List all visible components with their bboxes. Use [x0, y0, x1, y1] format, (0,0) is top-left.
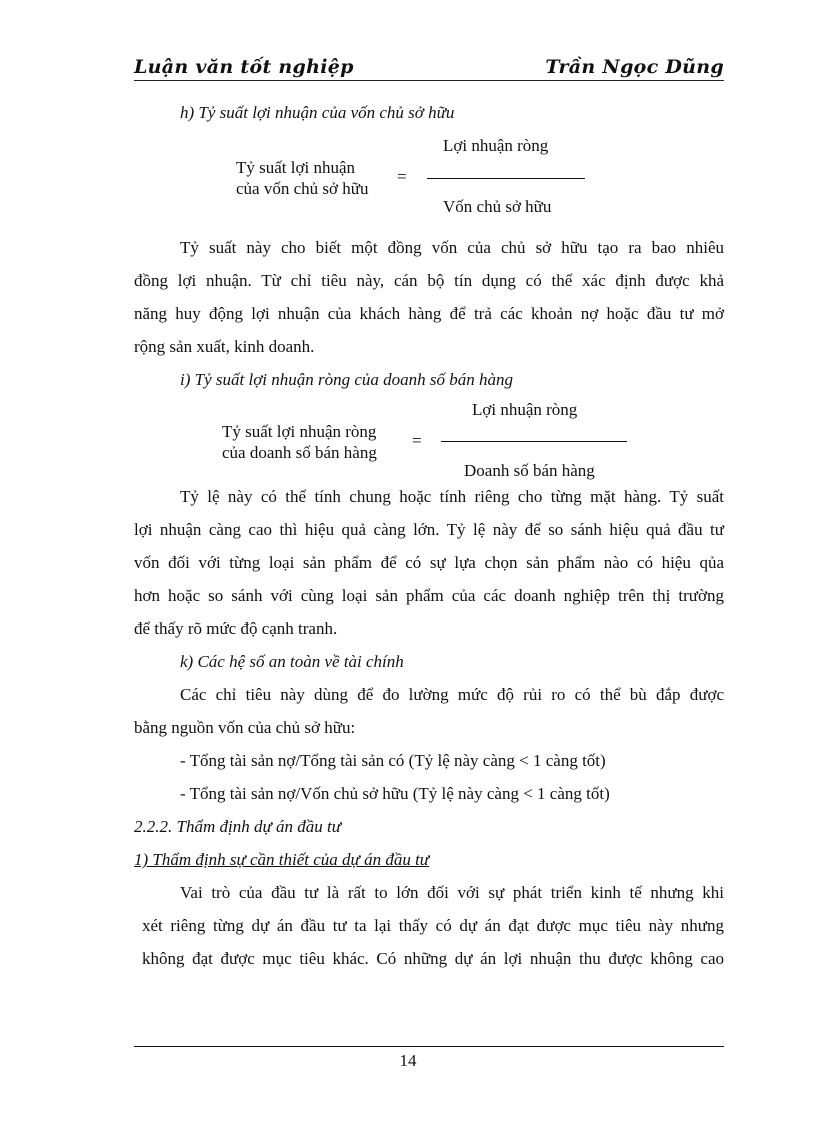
formula-i-equals: =	[412, 431, 422, 450]
subheading-project-necessity: 1) Thẩm định sự cần thiết của dự án đầu tư	[134, 850, 430, 869]
paragraph-222-line: Vai trò của đầu tư là rất to lớn đối với sự phát triển kinh tế nhưng khi	[180, 883, 724, 902]
header-author-name: Trần Ngọc Dũng	[545, 56, 724, 78]
formula-h-fraction-bar	[427, 178, 585, 179]
paragraph-i-line: để thấy rõ mức độ cạnh tranh.	[134, 619, 338, 638]
paragraph-h-line: rộng sản xuất, kinh doanh.	[134, 337, 315, 356]
paragraph-222-line: không đạt được mục tiêu khác. Có những dự án lợi nhuận thu được không cao	[142, 949, 724, 968]
formula-h-lhs-line1: Tỷ suất lợi nhuận	[236, 158, 355, 177]
paragraph-h-line: năng huy động lợi nhuận của khách hàng để trả các khoản nợ hoặc đầu tư mở	[134, 304, 724, 323]
paragraph-h-line: Tỷ suất này cho biết một đồng vốn của chủ sở hữu tạo ra bao nhiêu	[180, 238, 724, 257]
formula-h-denominator: Vốn chủ sở hữu	[443, 197, 552, 216]
heading-2-2-2: 2.2.2. Thẩm định dự án đầu tư	[134, 817, 341, 836]
footer-rule	[134, 1046, 724, 1047]
page-number: 14	[399, 1051, 417, 1070]
paragraph-k-line: Các chỉ tiêu này dùng để đo lường mức độ rủi ro có thể bù đắp được	[180, 685, 724, 704]
paragraph-i-line: vốn đối với từng loại sản phẩm để có sự lựa chọn sản phẩm nào có hiệu qủa	[134, 553, 724, 572]
paragraph-i-line: lợi nhuận càng cao thì hiệu quả càng lớn. Tỷ lệ này để so sánh hiệu quả đầu tư	[134, 520, 724, 539]
formula-i-denominator: Doanh số bán hàng	[464, 461, 595, 480]
formula-i-lhs-line2: của doanh số bán hàng	[222, 443, 377, 462]
formula-h-equals: =	[397, 167, 407, 186]
formula-i-fraction-bar	[441, 441, 627, 442]
bullet-item: - Tổng tài sản nợ/Vốn chủ sở hữu (Tỷ lệ này càng < 1 càng tốt)	[180, 784, 610, 803]
paragraph-h-line: đồng lợi nhuận. Từ chỉ tiêu này, cán bộ tín dụng có thể xác định được khả	[134, 271, 724, 290]
header-thesis-title: Luận văn tốt nghiệp	[134, 56, 354, 78]
paragraph-i-line: Tỷ lệ này có thể tính chung hoặc tính riêng cho từng mặt hàng. Tỷ suất	[180, 487, 724, 506]
formula-i-lhs-line1: Tỷ suất lợi nhuận ròng	[222, 422, 377, 441]
paragraph-k-line: bằng nguồn vốn của chủ sở hữu:	[134, 718, 356, 737]
paragraph-222-line: xét riêng từng dự án đầu tư ta lại thấy có dự án đạt được mục tiêu này nhưng	[142, 916, 724, 935]
bullet-item: - Tổng tài sản nợ/Tổng tài sản có (Tỷ lệ này càng < 1 càng tốt)	[180, 751, 606, 770]
header-rule	[134, 80, 724, 81]
heading-i: i) Tỷ suất lợi nhuận ròng của doanh số bán hàng	[180, 370, 514, 389]
formula-h-numerator: Lợi nhuận ròng	[443, 136, 549, 155]
heading-h: h) Tỷ suất lợi nhuận của vốn chủ sở hữu	[180, 103, 455, 122]
formula-i-numerator: Lợi nhuận ròng	[472, 400, 578, 419]
formula-h-lhs-line2: của vốn chủ sở hữu	[236, 179, 369, 198]
paragraph-i-line: hơn hoặc so sánh với cùng loại sản phẩm của các doanh nghiệp trên thị trường	[134, 586, 724, 605]
heading-k: k) Các hệ số an toàn về tài chính	[180, 652, 404, 671]
